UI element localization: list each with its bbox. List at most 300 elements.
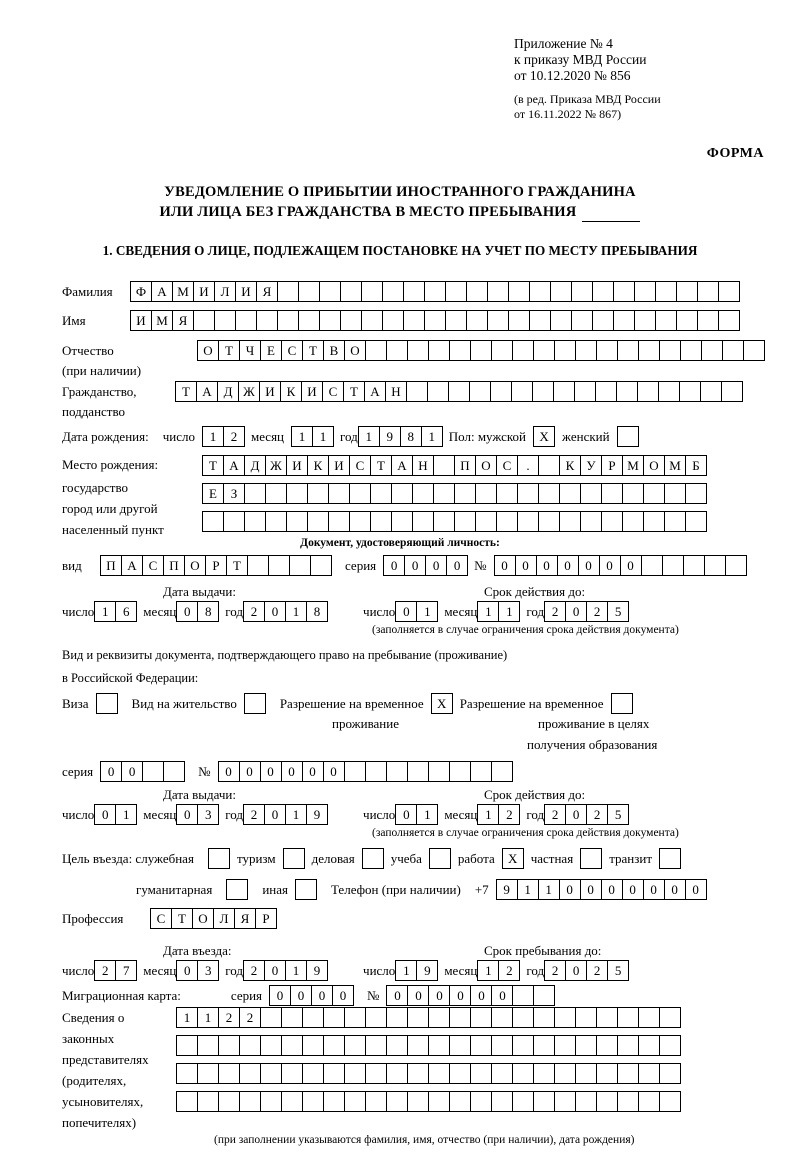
char-cell[interactable]: А (391, 455, 413, 476)
char-cell[interactable] (697, 310, 719, 331)
char-cell[interactable] (512, 1035, 534, 1056)
char-cell[interactable]: О (184, 555, 206, 576)
char-cell[interactable] (340, 281, 362, 302)
char-cell[interactable] (559, 511, 581, 532)
char-cell[interactable] (643, 483, 665, 504)
char-cell[interactable]: 0 (404, 555, 426, 576)
char-cell[interactable] (659, 1035, 681, 1056)
char-cell[interactable] (470, 1063, 492, 1084)
char-cell[interactable] (328, 511, 350, 532)
char-cell[interactable]: 0 (395, 601, 417, 622)
char-cell[interactable]: 2 (243, 804, 265, 825)
char-cell[interactable]: Я (234, 908, 256, 929)
char-cell[interactable] (697, 281, 719, 302)
profession-input[interactable] (150, 908, 276, 929)
char-cell[interactable]: С (142, 555, 164, 576)
char-cell[interactable] (571, 310, 593, 331)
char-cell[interactable] (163, 761, 185, 782)
char-cell[interactable] (634, 310, 656, 331)
char-cell[interactable]: К (559, 455, 581, 476)
doc-issue-day-input[interactable] (94, 601, 136, 622)
char-cell[interactable]: 0 (425, 555, 447, 576)
char-cell[interactable] (532, 381, 554, 402)
char-cell[interactable]: М (172, 281, 194, 302)
char-cell[interactable] (407, 1063, 429, 1084)
char-cell[interactable] (307, 483, 329, 504)
char-cell[interactable] (638, 1007, 660, 1028)
char-cell[interactable]: 1 (285, 960, 307, 981)
char-cell[interactable]: 0 (332, 985, 354, 1006)
char-cell[interactable] (428, 340, 450, 361)
stay-day-input[interactable] (395, 960, 437, 981)
doc-issue-year-input[interactable] (243, 601, 327, 622)
char-cell[interactable]: 2 (544, 601, 566, 622)
purpose-humanitarian-checkbox[interactable] (226, 879, 248, 900)
char-cell[interactable]: 8 (400, 426, 422, 447)
char-cell[interactable]: 0 (176, 804, 198, 825)
name-input[interactable] (130, 310, 739, 331)
char-cell[interactable] (302, 1007, 324, 1028)
char-cell[interactable] (298, 310, 320, 331)
char-cell[interactable] (664, 511, 686, 532)
char-cell[interactable]: 0 (176, 960, 198, 981)
char-cell[interactable]: 0 (446, 555, 468, 576)
char-cell[interactable] (365, 1007, 387, 1028)
char-cell[interactable] (718, 281, 740, 302)
entry-year-input[interactable] (243, 960, 327, 981)
char-cell[interactable]: Д (244, 455, 266, 476)
char-cell[interactable] (365, 1091, 387, 1112)
char-cell[interactable] (575, 1035, 597, 1056)
phone-input[interactable] (496, 879, 706, 900)
char-cell[interactable]: 2 (94, 960, 116, 981)
char-cell[interactable] (676, 310, 698, 331)
char-cell[interactable] (328, 483, 350, 504)
char-cell[interactable] (386, 340, 408, 361)
char-cell[interactable] (281, 1007, 303, 1028)
char-cell[interactable]: И (328, 455, 350, 476)
char-cell[interactable]: 1 (477, 960, 499, 981)
sex-male-checkbox[interactable]: X (533, 426, 555, 447)
char-cell[interactable]: 0 (565, 960, 587, 981)
char-cell[interactable]: В (323, 340, 345, 361)
char-cell[interactable]: 3 (197, 960, 219, 981)
char-cell[interactable] (538, 455, 560, 476)
char-cell[interactable] (412, 511, 434, 532)
char-cell[interactable]: . (517, 455, 539, 476)
char-cell[interactable] (617, 1035, 639, 1056)
char-cell[interactable]: 2 (243, 601, 265, 622)
char-cell[interactable] (427, 381, 449, 402)
char-cell[interactable] (386, 1007, 408, 1028)
char-cell[interactable]: 5 (607, 960, 629, 981)
char-cell[interactable] (659, 1063, 681, 1084)
char-cell[interactable] (685, 511, 707, 532)
char-cell[interactable]: 1 (416, 601, 438, 622)
char-cell[interactable] (344, 1091, 366, 1112)
char-cell[interactable]: 0 (260, 761, 282, 782)
char-cell[interactable] (538, 483, 560, 504)
char-cell[interactable]: 0 (580, 879, 602, 900)
char-cell[interactable] (193, 310, 215, 331)
char-cell[interactable] (554, 1007, 576, 1028)
char-cell[interactable] (517, 511, 539, 532)
char-cell[interactable]: 7 (115, 960, 137, 981)
char-cell[interactable] (412, 483, 434, 504)
char-cell[interactable]: О (197, 340, 219, 361)
char-cell[interactable]: 0 (100, 761, 122, 782)
char-cell[interactable] (704, 555, 726, 576)
char-cell[interactable] (239, 1063, 261, 1084)
char-cell[interactable]: 0 (264, 601, 286, 622)
char-cell[interactable] (601, 483, 623, 504)
char-cell[interactable]: 8 (197, 601, 219, 622)
char-cell[interactable] (449, 1035, 471, 1056)
char-cell[interactable]: И (286, 455, 308, 476)
char-cell[interactable] (428, 1035, 450, 1056)
residence-permit-checkbox[interactable] (244, 693, 266, 714)
char-cell[interactable] (281, 1091, 303, 1112)
char-cell[interactable]: 0 (578, 555, 600, 576)
char-cell[interactable] (475, 483, 497, 504)
char-cell[interactable] (659, 1007, 681, 1028)
char-cell[interactable] (176, 1091, 198, 1112)
char-cell[interactable] (365, 1035, 387, 1056)
char-cell[interactable] (592, 310, 614, 331)
char-cell[interactable] (386, 1063, 408, 1084)
permit-issue-day-input[interactable] (94, 804, 136, 825)
doc-issue-month-input[interactable] (176, 601, 218, 622)
char-cell[interactable]: 9 (306, 804, 328, 825)
char-cell[interactable] (683, 555, 705, 576)
char-cell[interactable] (323, 1035, 345, 1056)
char-cell[interactable] (517, 483, 539, 504)
surname-input[interactable] (130, 281, 739, 302)
char-cell[interactable] (176, 1063, 198, 1084)
char-cell[interactable] (596, 1063, 618, 1084)
char-cell[interactable] (550, 310, 572, 331)
char-cell[interactable] (428, 1091, 450, 1112)
char-cell[interactable] (424, 281, 446, 302)
char-cell[interactable] (638, 1063, 660, 1084)
char-cell[interactable]: 0 (449, 985, 471, 1006)
char-cell[interactable] (491, 1007, 513, 1028)
char-cell[interactable] (268, 555, 290, 576)
char-cell[interactable]: П (454, 455, 476, 476)
char-cell[interactable]: С (349, 455, 371, 476)
char-cell[interactable]: 0 (323, 761, 345, 782)
birthplace-row-2[interactable] (202, 483, 706, 504)
char-cell[interactable]: Т (175, 381, 197, 402)
purpose-work-checkbox[interactable]: X (502, 848, 524, 869)
char-cell[interactable] (592, 281, 614, 302)
char-cell[interactable] (365, 340, 387, 361)
char-cell[interactable] (286, 483, 308, 504)
char-cell[interactable]: 0 (494, 555, 516, 576)
char-cell[interactable] (370, 483, 392, 504)
char-cell[interactable] (664, 483, 686, 504)
char-cell[interactable] (323, 1063, 345, 1084)
char-cell[interactable]: 0 (395, 804, 417, 825)
char-cell[interactable] (470, 340, 492, 361)
char-cell[interactable] (725, 555, 747, 576)
char-cell[interactable] (580, 511, 602, 532)
char-cell[interactable] (344, 761, 366, 782)
char-cell[interactable] (538, 511, 560, 532)
char-cell[interactable]: И (193, 281, 215, 302)
char-cell[interactable] (424, 310, 446, 331)
char-cell[interactable]: 0 (218, 761, 240, 782)
char-cell[interactable] (239, 1091, 261, 1112)
char-cell[interactable] (407, 761, 429, 782)
char-cell[interactable]: 0 (601, 879, 623, 900)
char-cell[interactable] (529, 281, 551, 302)
char-cell[interactable] (529, 310, 551, 331)
char-cell[interactable]: 0 (536, 555, 558, 576)
char-cell[interactable]: С (150, 908, 172, 929)
char-cell[interactable] (554, 1063, 576, 1084)
char-cell[interactable]: 0 (470, 985, 492, 1006)
char-cell[interactable] (533, 1007, 555, 1028)
char-cell[interactable] (721, 381, 743, 402)
char-cell[interactable] (491, 761, 513, 782)
purpose-study-checkbox[interactable] (429, 848, 451, 869)
char-cell[interactable] (403, 310, 425, 331)
migration-series-input[interactable] (269, 985, 353, 1006)
char-cell[interactable]: 0 (515, 555, 537, 576)
char-cell[interactable]: Т (343, 381, 365, 402)
char-cell[interactable] (310, 555, 332, 576)
char-cell[interactable] (176, 1035, 198, 1056)
char-cell[interactable]: 0 (302, 761, 324, 782)
char-cell[interactable]: К (280, 381, 302, 402)
char-cell[interactable] (466, 310, 488, 331)
permit-number-input[interactable] (218, 761, 512, 782)
char-cell[interactable]: Б (685, 455, 707, 476)
char-cell[interactable] (512, 1007, 534, 1028)
char-cell[interactable] (595, 381, 617, 402)
char-cell[interactable] (235, 310, 257, 331)
char-cell[interactable]: Д (217, 381, 239, 402)
char-cell[interactable] (491, 1091, 513, 1112)
char-cell[interactable]: 0 (565, 804, 587, 825)
char-cell[interactable]: 0 (386, 985, 408, 1006)
char-cell[interactable] (433, 455, 455, 476)
char-cell[interactable] (386, 1035, 408, 1056)
char-cell[interactable] (197, 1063, 219, 1084)
char-cell[interactable] (512, 1091, 534, 1112)
char-cell[interactable] (298, 281, 320, 302)
char-cell[interactable] (256, 310, 278, 331)
char-cell[interactable] (323, 1091, 345, 1112)
citizenship-input[interactable] (175, 381, 742, 402)
char-cell[interactable] (407, 340, 429, 361)
char-cell[interactable] (286, 511, 308, 532)
char-cell[interactable]: 1 (477, 601, 499, 622)
char-cell[interactable]: И (235, 281, 257, 302)
char-cell[interactable]: Л (214, 281, 236, 302)
doc-valid-month-input[interactable] (477, 601, 519, 622)
char-cell[interactable] (601, 511, 623, 532)
char-cell[interactable] (596, 340, 618, 361)
char-cell[interactable] (197, 1091, 219, 1112)
char-cell[interactable] (382, 281, 404, 302)
char-cell[interactable] (718, 310, 740, 331)
char-cell[interactable] (391, 483, 413, 504)
permit-issue-year-input[interactable] (243, 804, 327, 825)
char-cell[interactable] (637, 381, 659, 402)
char-cell[interactable]: Ж (238, 381, 260, 402)
char-cell[interactable]: 1 (421, 426, 443, 447)
char-cell[interactable] (638, 340, 660, 361)
char-cell[interactable]: 0 (383, 555, 405, 576)
char-cell[interactable] (655, 310, 677, 331)
char-cell[interactable] (571, 281, 593, 302)
char-cell[interactable] (512, 985, 534, 1006)
char-cell[interactable]: А (223, 455, 245, 476)
char-cell[interactable] (617, 1091, 639, 1112)
purpose-business-checkbox[interactable] (362, 848, 384, 869)
char-cell[interactable] (622, 511, 644, 532)
char-cell[interactable] (512, 340, 534, 361)
char-cell[interactable]: А (364, 381, 386, 402)
char-cell[interactable] (676, 281, 698, 302)
char-cell[interactable] (554, 340, 576, 361)
char-cell[interactable] (617, 340, 639, 361)
char-cell[interactable] (428, 1007, 450, 1028)
char-cell[interactable] (281, 1063, 303, 1084)
char-cell[interactable]: Е (202, 483, 224, 504)
char-cell[interactable]: 0 (176, 601, 198, 622)
char-cell[interactable]: 0 (620, 555, 642, 576)
char-cell[interactable] (445, 310, 467, 331)
char-cell[interactable]: Н (412, 455, 434, 476)
char-cell[interactable]: 0 (643, 879, 665, 900)
char-cell[interactable] (260, 1007, 282, 1028)
char-cell[interactable]: И (259, 381, 281, 402)
char-cell[interactable] (302, 1035, 324, 1056)
char-cell[interactable] (470, 1007, 492, 1028)
permit-valid-day-input[interactable] (395, 804, 437, 825)
doc-type-input[interactable] (100, 555, 331, 576)
char-cell[interactable]: Я (256, 281, 278, 302)
char-cell[interactable]: 2 (498, 804, 520, 825)
char-cell[interactable]: 1 (202, 426, 224, 447)
stay-year-input[interactable] (544, 960, 628, 981)
char-cell[interactable]: Я (172, 310, 194, 331)
char-cell[interactable] (344, 1063, 366, 1084)
char-cell[interactable] (487, 310, 509, 331)
char-cell[interactable] (466, 281, 488, 302)
char-cell[interactable]: 0 (565, 601, 587, 622)
char-cell[interactable] (386, 1091, 408, 1112)
char-cell[interactable]: 0 (121, 761, 143, 782)
char-cell[interactable]: Т (171, 908, 193, 929)
char-cell[interactable] (218, 1091, 240, 1112)
char-cell[interactable] (382, 310, 404, 331)
purpose-transit-checkbox[interactable] (659, 848, 681, 869)
char-cell[interactable]: 1 (517, 879, 539, 900)
char-cell[interactable] (454, 483, 476, 504)
char-cell[interactable]: С (281, 340, 303, 361)
char-cell[interactable] (449, 1091, 471, 1112)
char-cell[interactable] (281, 1035, 303, 1056)
char-cell[interactable] (617, 1007, 639, 1028)
doc-series-input[interactable] (383, 555, 467, 576)
legal-rep-row-2[interactable] (176, 1035, 680, 1056)
char-cell[interactable]: 1 (291, 426, 313, 447)
sex-female-checkbox[interactable] (617, 426, 639, 447)
char-cell[interactable] (643, 511, 665, 532)
char-cell[interactable] (550, 281, 572, 302)
char-cell[interactable]: Т (226, 555, 248, 576)
char-cell[interactable] (361, 281, 383, 302)
char-cell[interactable] (659, 340, 681, 361)
char-cell[interactable] (449, 761, 471, 782)
char-cell[interactable]: И (301, 381, 323, 402)
char-cell[interactable] (575, 1063, 597, 1084)
temp-residence-checkbox[interactable]: X (431, 693, 453, 714)
char-cell[interactable] (142, 761, 164, 782)
char-cell[interactable] (508, 310, 530, 331)
char-cell[interactable]: 0 (269, 985, 291, 1006)
char-cell[interactable]: Т (302, 340, 324, 361)
char-cell[interactable]: Р (601, 455, 623, 476)
char-cell[interactable] (491, 340, 513, 361)
char-cell[interactable] (244, 511, 266, 532)
char-cell[interactable] (323, 1007, 345, 1028)
char-cell[interactable] (496, 511, 518, 532)
char-cell[interactable]: 0 (557, 555, 579, 576)
char-cell[interactable] (469, 381, 491, 402)
char-cell[interactable] (533, 1063, 555, 1084)
birthplace-row-3[interactable] (202, 511, 706, 532)
char-cell[interactable]: 9 (496, 879, 518, 900)
char-cell[interactable] (475, 511, 497, 532)
char-cell[interactable]: 1 (285, 804, 307, 825)
char-cell[interactable] (491, 1035, 513, 1056)
char-cell[interactable]: 1 (176, 1007, 198, 1028)
char-cell[interactable]: К (307, 455, 329, 476)
char-cell[interactable]: 2 (239, 1007, 261, 1028)
char-cell[interactable] (554, 1035, 576, 1056)
char-cell[interactable]: С (322, 381, 344, 402)
char-cell[interactable]: 2 (586, 601, 608, 622)
purpose-other-checkbox[interactable] (295, 879, 317, 900)
char-cell[interactable] (344, 1007, 366, 1028)
char-cell[interactable] (454, 511, 476, 532)
char-cell[interactable]: 6 (115, 601, 137, 622)
char-cell[interactable] (302, 1091, 324, 1112)
char-cell[interactable] (470, 761, 492, 782)
char-cell[interactable] (386, 761, 408, 782)
char-cell[interactable] (218, 1063, 240, 1084)
char-cell[interactable]: 2 (586, 804, 608, 825)
char-cell[interactable]: А (121, 555, 143, 576)
char-cell[interactable] (407, 1035, 429, 1056)
char-cell[interactable]: 2 (544, 960, 566, 981)
char-cell[interactable]: 5 (607, 601, 629, 622)
char-cell[interactable] (658, 381, 680, 402)
char-cell[interactable]: У (580, 455, 602, 476)
char-cell[interactable]: 5 (607, 804, 629, 825)
char-cell[interactable] (533, 1035, 555, 1056)
char-cell[interactable]: О (344, 340, 366, 361)
char-cell[interactable] (218, 1035, 240, 1056)
char-cell[interactable] (260, 1091, 282, 1112)
char-cell[interactable]: 0 (281, 761, 303, 782)
char-cell[interactable] (197, 1035, 219, 1056)
